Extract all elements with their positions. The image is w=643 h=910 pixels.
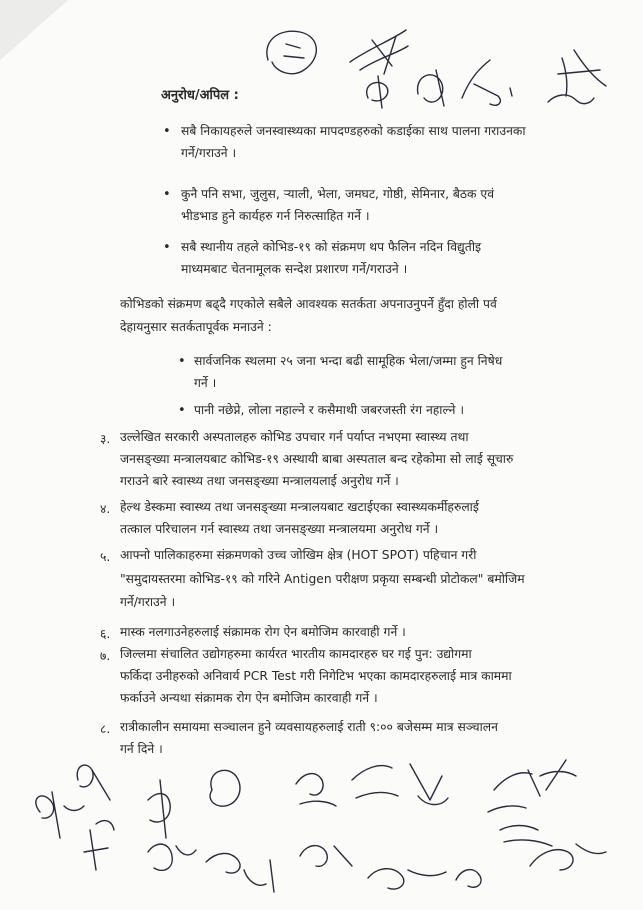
- item-7-number: ७.: [100, 649, 111, 663]
- item-4-line-2: तत्काल परिचालन गर्न स्वास्थ्य तथा जनसङ्ख्या मन्त्रालयमा अनुरोध गर्ने ।: [120, 522, 439, 536]
- item-8-line-2: गर्न दिने ।: [120, 742, 163, 756]
- appeal-2-line-2: भीडभाड हुने कार्यहरु गर्न निरुत्साहित गर्ने ।: [181, 209, 370, 223]
- item-5-line-1: आफ्नो पालिकाहरुमा संक्रमणको उच्च जोखिम क्षेत्र (HOT SPOT) पहिचान गरी: [120, 548, 477, 562]
- item-7-line-2: फर्किदा उनीहरुको अनिवार्य PCR Test गरी निगेटिभ भएका कामदारहरुलाई मात्र काममा: [120, 669, 512, 683]
- festival-item-2-line-1: पानी नछेप्ने, लोला नहाल्ने र कसैमाथी जबरजस्ती रंग नहाल्ने ।: [194, 403, 465, 417]
- festival-item-1-line-1: सार्वजनिक स्थलमा २५ जना भन्दा बढी सामूहिक भेला/जम्मा हुन निषेध: [194, 354, 503, 368]
- festival-item-1-line-2: गर्ने ।: [194, 376, 217, 390]
- appeal-heading: अनुरोध/अपिल :: [161, 88, 239, 103]
- bullet-icon: •: [163, 124, 171, 139]
- item-3-line-3: गराउने बारे स्वास्थ्य तथा जनसङ्ख्या मन्त्रालयलाई अनुरोध गर्ने ।: [120, 474, 399, 488]
- item-5-number: ५.: [100, 550, 111, 564]
- bullet-icon: •: [178, 403, 186, 418]
- item-5-line-3: गर्ने/गराउने ।: [120, 595, 176, 609]
- bullet-icon: •: [178, 354, 186, 369]
- item-6-line-1: मास्क नलगाउनेहरुलाई संक्रामक रोग ऐन बमोजिम कारवाही गर्ने ।: [120, 625, 406, 639]
- item-3-line-1: उल्लेखित सरकारी अस्पतालहरु कोभिड उपचार गर्न पर्याप्त नभएमा स्वास्थ्य तथा: [120, 430, 469, 444]
- item-7-line-3: फर्काउने अन्यथा संक्रामक रोग ऐन बमोजिम कारवाही गर्ने ।: [120, 691, 378, 705]
- appeal-1-line-2: गर्ने/गराउने ।: [181, 146, 237, 160]
- item-4-line-1: हेल्थ डेस्कमा स्वास्थ्य तथा जनसङ्ख्या मन्त्रालयबाट खटाईएका स्वास्थ्यकर्मीहरुलाई: [120, 500, 479, 514]
- item-5-line-2: "समुदायस्तरमा कोभिड-१९ को गरिने Antigen परीक्षण प्रकृया सम्बन्धी प्रोटोकल" बमोजिम: [120, 572, 525, 586]
- appeal-3-line-1: सबै स्थानीय तहले कोभिड-१९ को संक्रमण थप फैलिन नदिन विद्युतीइ: [181, 240, 482, 254]
- item-8-line-1: रात्रीकालीन समायमा सञ्चालन हुने व्यवसायहरुलाई राती ९:०० बजेसम्म मात्र सञ्चालन: [120, 720, 498, 734]
- appeal-2-line-1: कुनै पनि सभा, जुलुस, र्‍याली, भेला, जमघट, गोष्ठी, सेमिनार, बैठक एवं: [181, 187, 495, 201]
- item-4-number: ४.: [100, 502, 111, 516]
- item-3-number: ३.: [100, 432, 111, 446]
- item-3-line-2: जनसङ्ख्या मन्त्रालयबाट कोभिड-१९ अस्थायी बाबा अस्पताल बन्द रहेकोमा सो लाई सूचारु: [120, 452, 514, 466]
- item-6-number: ६.: [100, 627, 111, 641]
- appeal-1-line-1: सबै निकायहरुले जनस्वास्थ्यका मापदण्डहरुको कडाईका साथ पालना गराउनका: [181, 124, 526, 138]
- appeal-3-line-2: माध्यमबाट चेतनामूलक सन्देश प्रशारण गर्ने/गराउने ।: [181, 262, 408, 276]
- item-8-number: ८.: [100, 722, 111, 736]
- festival-intro-line-2: देहायनुसार सतर्कतापूर्वक मनाउने :: [120, 320, 272, 334]
- bullet-icon: •: [163, 240, 171, 255]
- bullet-icon: •: [163, 187, 171, 202]
- festival-intro-line-1: कोभिडको संक्रमण बढ्दै गएकोले सबैले आवश्यक सतर्कता अपनाउनुपर्ने हुँदा होली पर्व: [120, 297, 497, 311]
- item-7-line-1: जिल्लमा संचालित उद्योगहरुमा कार्यरत भारतीय कामदारहरु घर गई पुन: उद्योगमा: [120, 647, 472, 661]
